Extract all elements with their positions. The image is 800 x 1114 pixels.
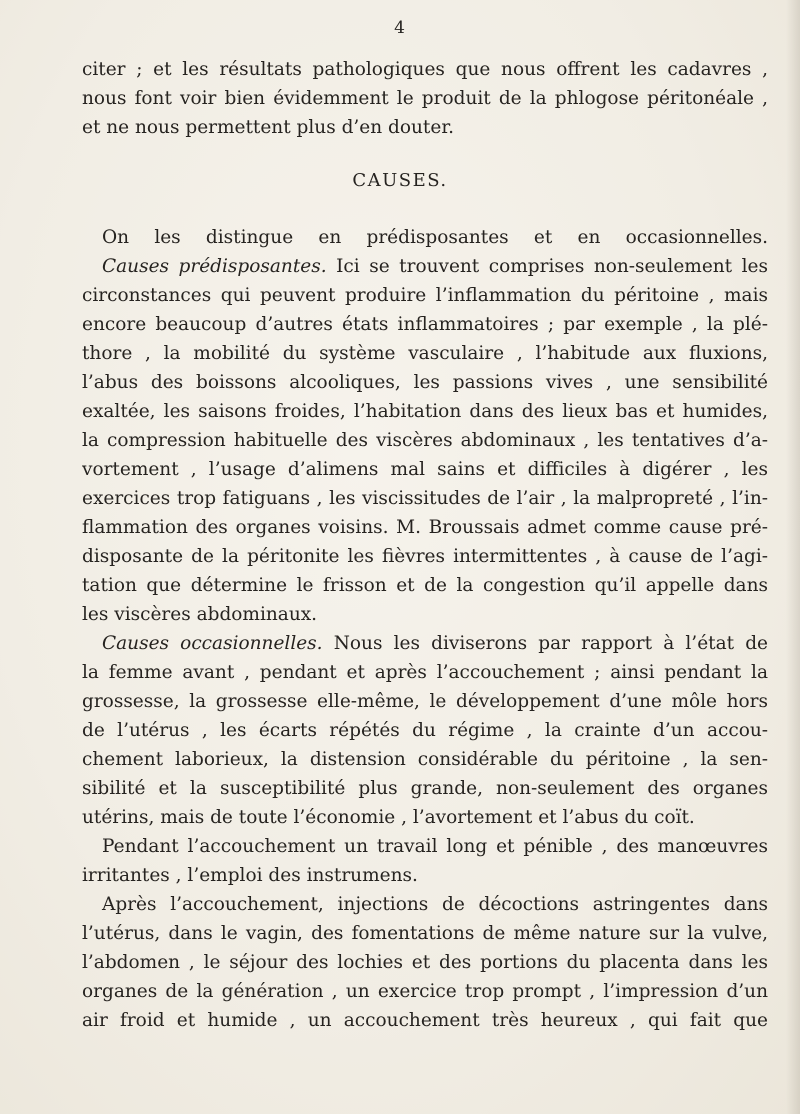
text-line <box>82 223 768 252</box>
line-text: vortement , l’usage d’alimens mal sains et difficiles à digérer , les <box>82 459 768 480</box>
line-text: air froid et humide , un accouchement très heureux , qui fait que <box>82 1010 768 1031</box>
line-text: On les distingue en prédisposantes et en occasionnelles. <box>102 227 768 248</box>
line-text: grossesse, la grossesse elle-même, le développement d’une môle hors <box>82 691 768 712</box>
line-text: disposante de la péritonite les fièvres intermittentes , à cause de l’agi- <box>82 546 768 567</box>
line-text: Ici se trouvent comprises non-seulement les <box>326 256 768 277</box>
text-line <box>82 658 768 687</box>
line-text: organes de la génération , un exercice trop prompt , l’impression d’un <box>82 981 768 1002</box>
text-line <box>82 687 768 716</box>
body-text <box>82 223 768 1035</box>
line-text: Pendant l’accouchement un travail long et pénible , des manœuvres <box>102 836 768 857</box>
line-text: exercices trop fatiguans , les viscissitudes de l’air , la malpropreté , l’in- <box>82 488 768 509</box>
line-text: l’abus des boissons alcooliques, les passions vives , une sensibilité <box>82 372 768 393</box>
text-line <box>82 629 768 658</box>
line-text: la femme avant , pendant et après l’accouchement ; ainsi pendant la <box>82 662 768 683</box>
text-line <box>82 339 768 368</box>
text-line <box>82 774 768 803</box>
line-text: la compression habituelle des viscères abdominaux , les tentatives d’a- <box>82 430 768 451</box>
text-line <box>82 571 768 600</box>
line-text: Après l’accouchement, injections de décoctions astringentes dans <box>102 894 768 915</box>
section-heading: CAUSES. <box>352 170 448 191</box>
text-line <box>82 600 768 629</box>
text-line <box>82 1006 768 1035</box>
text-line <box>82 861 768 890</box>
text-line: nous font voir bien évidemment le produit de la phlogose péritonéale , <box>82 88 768 109</box>
text-line <box>82 368 768 397</box>
line-text: circonstances qui peuvent produire l’inflammation du péritoine , mais <box>82 285 768 306</box>
text-line <box>82 977 768 1006</box>
line-text: flammation des organes voisins. M. Broussais admet comme cause pré- <box>82 517 768 538</box>
text-line <box>82 716 768 745</box>
line-text: l’utérus, dans le vagin, des fomentations de même nature sur la vulve, <box>82 923 768 944</box>
line-text: sibilité et la susceptibilité plus grande, non-seulement des organes <box>82 778 768 799</box>
paragraph-lead-italic: Causes occasionnelles. <box>102 633 323 654</box>
line-text: tation que détermine le frisson et de la congestion qu’il appelle dans <box>82 575 768 596</box>
line-text: utérins, mais de toute l’économie , l’avortement et l’abus du coït. <box>82 807 695 828</box>
line-text: l’abdomen , le séjour des lochies et des portions du placenta dans les <box>82 952 768 973</box>
text-line: et ne nous permettent plus d’en douter. <box>82 117 455 138</box>
text-line <box>82 455 768 484</box>
text-line <box>82 745 768 774</box>
text-line <box>82 948 768 977</box>
paragraph-lead-italic: Causes prédisposantes. <box>102 256 327 277</box>
text-line <box>82 919 768 948</box>
page-number: 4 <box>394 18 406 38</box>
text-line <box>82 281 768 310</box>
text-line <box>82 426 768 455</box>
text-line <box>82 513 768 542</box>
text-line <box>82 484 768 513</box>
line-text: encore beaucoup d’autres états inflammatoires ; par exemple , la plé- <box>82 314 768 335</box>
line-text: exaltée, les saisons froides, l’habitation dans des lieux bas et humides, <box>82 401 768 422</box>
text-line: citer ; et les résultats pathologiques que nous offrent les cadavres , <box>82 59 768 80</box>
line-text: chement laborieux, la distension considérable du péritoine , la sen- <box>82 749 768 770</box>
text-line <box>82 803 768 832</box>
line-text: de l’utérus , les écarts répétés du régime , la crainte d’un accou- <box>82 720 768 741</box>
text-line <box>82 252 768 281</box>
text-line <box>82 397 768 426</box>
line-text: thore , la mobilité du système vasculaire , l’habitude aux fluxions, <box>82 343 768 364</box>
text-line <box>82 542 768 571</box>
page-edge-shadow <box>786 0 800 1114</box>
line-text: les viscères abdominaux. <box>82 604 318 625</box>
line-text: irritantes , l’emploi des instrumens. <box>82 865 418 886</box>
text-line <box>82 890 768 919</box>
text-line <box>82 310 768 339</box>
line-text: Nous les diviserons par rapport à l’état de <box>322 633 768 654</box>
intro-paragraph <box>82 55 768 142</box>
text-line <box>82 832 768 861</box>
